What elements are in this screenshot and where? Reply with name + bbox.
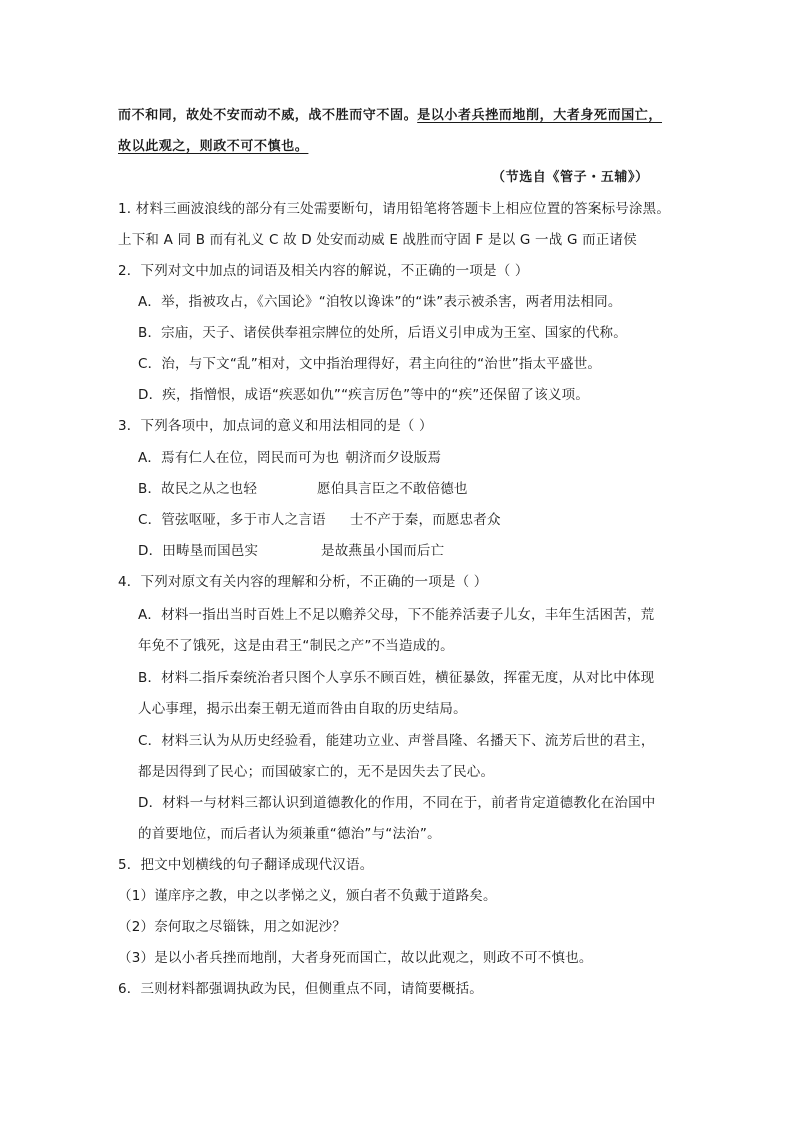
underlined-sentence: 是以小者兵挫而地削，大者身死而国亡， [417, 108, 663, 123]
question-2-option-a: A．举，指被攻占，《六国论》“洎牧以谗诛”的“诛”表示被杀害，两者用法相同。 [138, 294, 622, 310]
passage-text: 而不和同，故处不安而动不威，战不胜而守不固。 [118, 108, 418, 123]
question-3-stem: 3．下列各项中，加点词的意义和用法相同的是（ ） [118, 418, 433, 434]
question-4-option-c-cont: 都是因得到了民心；而国破家亡的，无不是因失去了民心。 [138, 764, 495, 780]
passage-source: （节选自《管子・五辅》） [492, 170, 649, 185]
question-1-text: 上下和 A 同 B 而有礼义 C 故 D 处安而动威 E 战胜而守固 F 是以 G 一战 G 而正诸侯 [118, 232, 637, 248]
question-4-option-b-cont: 人心事理，揭示出秦王朝无道而咎由自取的历史结局。 [138, 701, 467, 717]
option-part-2: 朝济而夕设版焉 [345, 450, 442, 466]
passage-line-1 [118, 104, 662, 123]
question-4-option-a-cont: 年免不了饿死，这是由君王“制民之产”不当造成的。 [138, 638, 454, 654]
option-part-1: B．故民之从之也轻 [138, 481, 258, 497]
question-4-option-d: D．材料一与材料三都认识到道德教化的作用，不同在于，前者肯定道德教化在治国中 [138, 795, 656, 811]
question-3-option-b-part-2: 愿伯具言臣之不敢倍德也 [317, 481, 468, 497]
option-part-1: D．田畴垦而国邑实 [138, 543, 259, 559]
option-part-1: C．管弦呕哑，多于市人之言语 [138, 512, 326, 528]
question-5-item-3: （3）是以小者兵挫而地削，大者身死而国亡，故以此观之，则政不可不慎也。 [118, 950, 593, 966]
question-2-option-c: C．治，与下文“乱”相对，文中指治理得好，君主向往的“治世”指太平盛世。 [138, 356, 602, 372]
question-3-option-c [138, 508, 326, 528]
question-4-stem: 4．下列对原文有关内容的理解和分析，不正确的一项是（ ） [118, 574, 488, 590]
question-3-option-d [138, 539, 258, 559]
question-3-option-c-part-2: 士不产于秦，而愿忠者众 [350, 512, 501, 528]
question-6-stem: 6．三则材料都强调执政为民，但侧重点不同，请简要概括。 [118, 981, 483, 997]
passage-line-2 [118, 135, 308, 154]
question-4-option-d-cont: 的首要地位，而后者认为须兼重“德治”与“法治”。 [138, 826, 441, 842]
question-2-option-b: B．宗庙，天子、诸侯供奉祖宗牌位的处所，后语义引申成为王室、国家的代称。 [138, 325, 627, 341]
question-3-option-a [138, 446, 441, 466]
question-5-item-2: （2）奈何取之尽锱铢，用之如泥沙？ [118, 919, 346, 935]
question-4-option-b: B．材料二指斥秦统治者只图个人享乐不顾百姓，横征暴敛，挥霍无度，从对比中体现 [138, 670, 655, 686]
question-4-option-c: C．材料三认为从历史经验看，能建功立业、声誉昌隆、名播天下、流芳后世的君主， [138, 733, 655, 749]
question-2-stem: 2．下列对文中加点的词语及相关内容的解说，不正确的一项是（ ） [118, 263, 529, 279]
question-2-option-d: D．疾，指憎恨，成语“疾恶如仇”“疾言厉色”等中的“疾”还保留了该义项。 [138, 387, 590, 403]
question-3-option-d-part-2: 是故燕虽小国而后亡 [321, 543, 445, 559]
question-5-stem: 5．把文中划横线的句子翻译成现代汉语。 [118, 857, 374, 873]
question-3-option-b [138, 477, 257, 497]
option-part-1: A．焉有仁人在位，罔民而可为也 [138, 450, 340, 466]
question-5-item-1: （1）谨庠序之教，申之以孝悌之义，颁白者不负戴于道路矣。 [118, 888, 497, 904]
underlined-sentence: 故以此观之，则政不可不慎也。 [118, 139, 309, 154]
question-1-stem: 1. 材料三画波浪线的部分有三处需要断句，请用铅笔将答题卡上相应位置的答案标号涂黑。 [118, 201, 671, 217]
question-4-option-a: A．材料一指出当时百姓上不足以赡养父母，下不能养活妻子儿女，丰年生活困苦，荒 [138, 607, 655, 623]
